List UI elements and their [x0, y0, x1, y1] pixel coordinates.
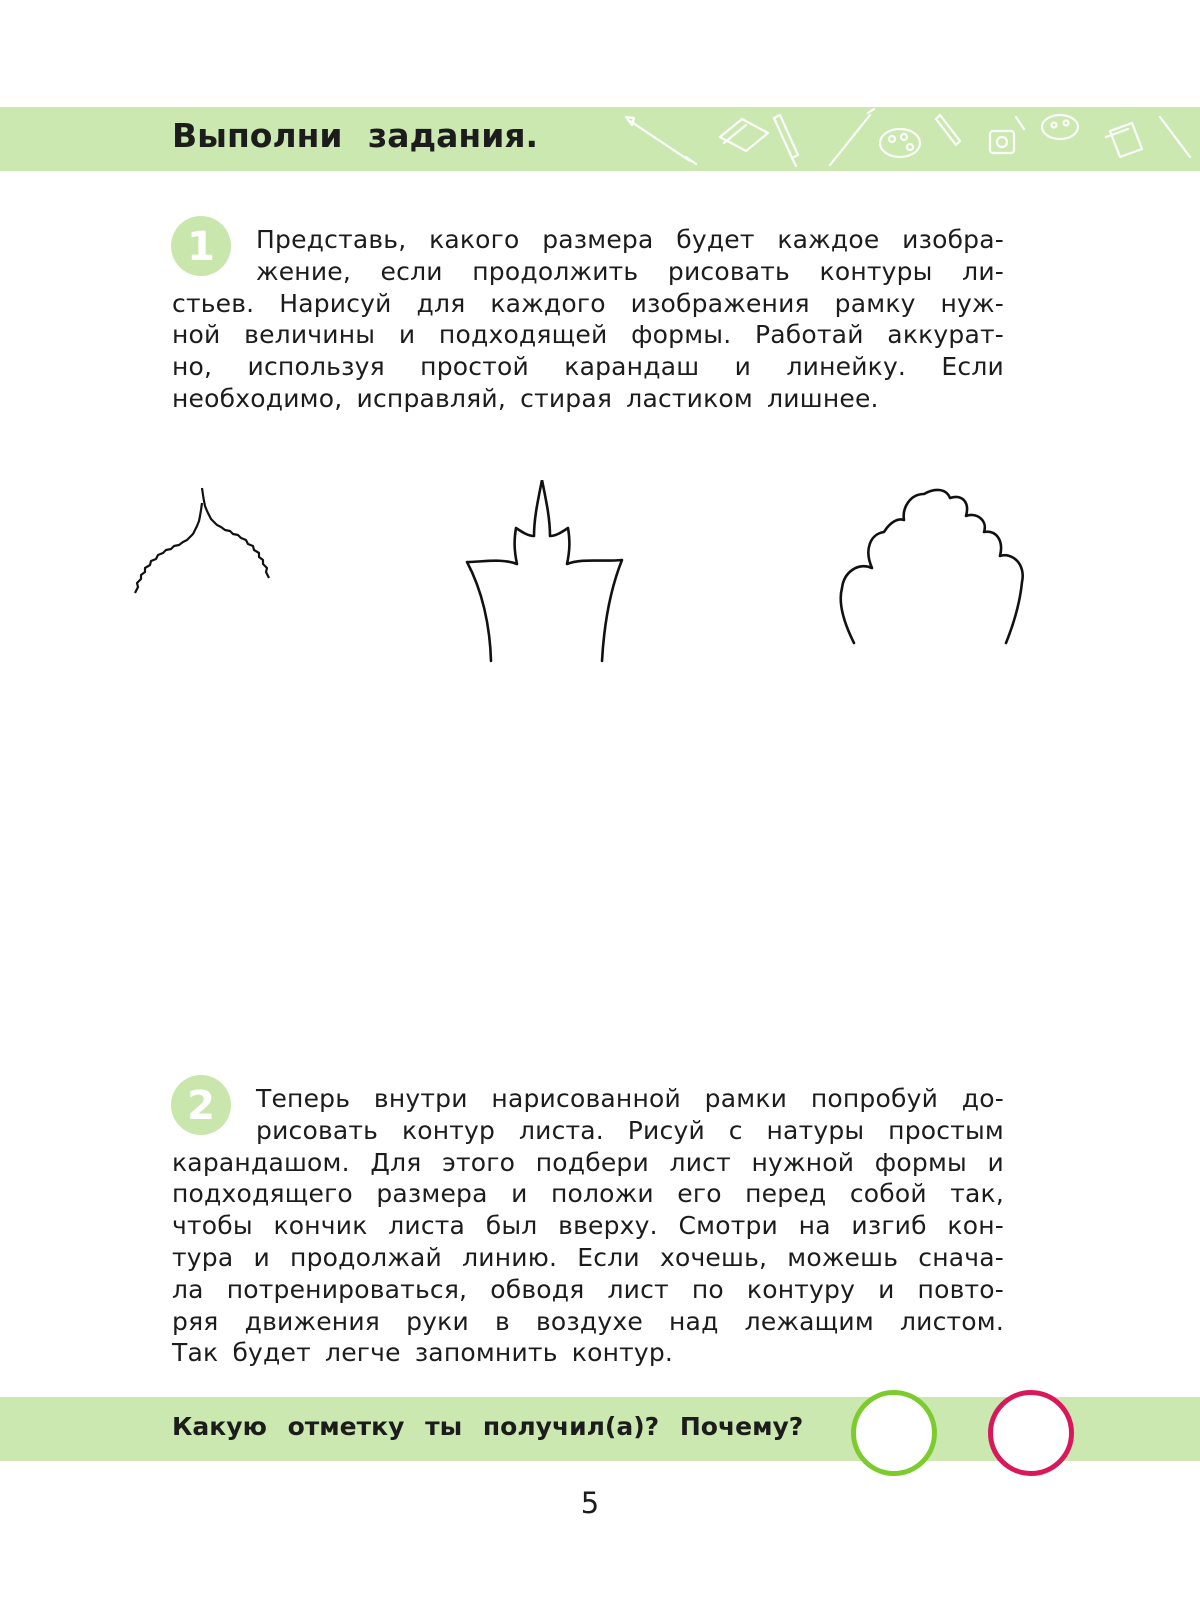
task-1-text [172, 224, 1004, 415]
task-2-line: тура и продолжай линию. Если хочешь, можешь снача- [172, 1242, 1004, 1272]
task-1-number: 1 [187, 224, 215, 270]
task-1-line: ной величины и подходящей формы. Работай аккурат- [172, 320, 1004, 350]
task-2-line: подходящего размера и положи его перед собой так, [172, 1179, 1004, 1209]
task-1-line: необходимо, исправляй, стирая ластиком лишнее. [172, 383, 879, 413]
task-2-line: ла потренироваться, обводя лист по контуру и повто- [172, 1274, 1004, 1304]
task-1-line: стьев. Нарисуй для каждого изображения рамку нуж- [172, 288, 1004, 318]
leaf-contour-oak [836, 488, 1031, 648]
page-number: 5 [580, 1486, 600, 1520]
task-2-number: 2 [187, 1083, 215, 1129]
task-2-line: рисовать контур листа. Рисуй с натуры простым [256, 1115, 1004, 1145]
task-2-line: карандашом. Для этого подбери лист нужной формы и [172, 1147, 1004, 1177]
grade-question: Какую отметку ты получил(а)? Почему? [172, 1412, 804, 1441]
task-2-text [172, 1083, 1004, 1369]
task-1-line: жение, если продолжить рисовать контуры ли- [256, 256, 1004, 286]
task-2-line: Теперь внутри нарисованной рамки попробуй до- [256, 1084, 1004, 1113]
leaf-contour-serrated [130, 480, 280, 600]
leaf-contour-maple [462, 480, 642, 665]
grade-circle-green[interactable] [851, 1390, 937, 1476]
task-2-line: чтобы кончик листа был вверху. Смотри на изгиб кон- [172, 1211, 1004, 1241]
task-2-line: Так будет легче запомнить контур. [172, 1338, 674, 1368]
section-title: Выполни задания. [172, 116, 539, 155]
task-1-line: но, используя простой карандаш и линейку. Если [172, 352, 1004, 382]
grade-circle-red[interactable] [988, 1390, 1074, 1476]
task-2-line: ряя движения руки в воздухе над лежащим листом. [172, 1306, 1004, 1336]
art-supplies-decoration [620, 107, 1200, 171]
task-1-line: Представь, какого размера будет каждое изобра- [256, 225, 1004, 254]
